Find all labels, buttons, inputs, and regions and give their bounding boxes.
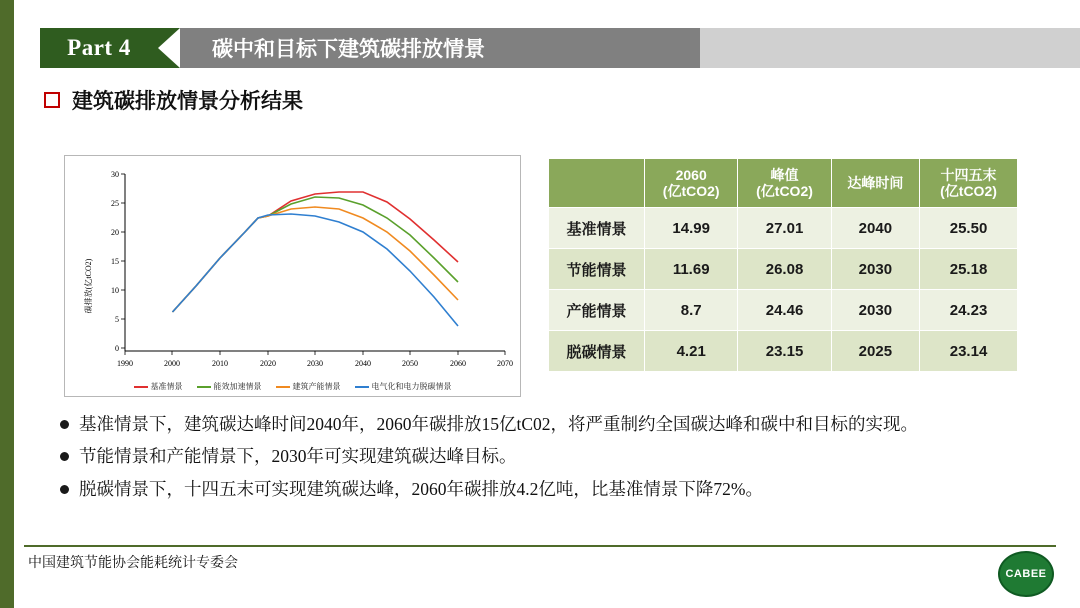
scenario-results-table	[548, 158, 1018, 372]
svg-text:1990: 1990	[117, 359, 133, 368]
slide-header	[40, 28, 1040, 68]
table-header-row	[549, 159, 1018, 208]
cabee-logo-icon	[998, 551, 1054, 597]
logo-text: CABEE	[1005, 568, 1047, 580]
svg-text:2070: 2070	[497, 359, 513, 368]
square-bullet-icon	[44, 92, 60, 108]
section-heading	[44, 85, 303, 115]
svg-text:20: 20	[111, 228, 119, 237]
cell-2060: 14.99	[645, 208, 738, 249]
carbon-emission-chart	[64, 155, 521, 397]
row-label: 产能情景	[549, 290, 645, 331]
round-bullet-icon	[60, 420, 69, 429]
header-title: 碳中和目标下建筑碳排放情景	[180, 28, 700, 68]
header-tail-bar	[700, 28, 1080, 68]
cell-2060: 11.69	[645, 249, 738, 290]
table-row	[549, 290, 1018, 331]
legend-item: 能效加速情景	[197, 381, 262, 392]
svg-text:2050: 2050	[402, 359, 418, 368]
col-header-peak-year: 达峰时间	[831, 159, 919, 208]
section-title: 建筑碳排放情景分析结果	[72, 89, 303, 113]
cell-peak: 23.15	[738, 331, 831, 372]
legend-item: 基准情景	[134, 381, 183, 392]
cell-peak-year: 2040	[831, 208, 919, 249]
legend-item: 电气化和电力脱碳情景	[355, 381, 452, 392]
cell-peak: 26.08	[738, 249, 831, 290]
round-bullet-icon	[60, 485, 69, 494]
row-label: 节能情景	[549, 249, 645, 290]
svg-text:2020: 2020	[260, 359, 276, 368]
bullet-item	[60, 412, 1040, 437]
svg-text:2000: 2000	[164, 359, 180, 368]
header-part-label: Part 4	[40, 28, 158, 68]
footer-divider	[24, 545, 1056, 547]
bullet-text: 基准情景下，建筑碳达峰时间2040年，2060年碳排放15亿tC02，将严重制约全国碳达峰和碳中和目标的实现。	[79, 414, 919, 434]
svg-text:2030: 2030	[307, 359, 323, 368]
left-accent-bar	[0, 0, 14, 608]
col-header-peak: 峰值 (亿tCO2)	[738, 159, 831, 208]
svg-text:15: 15	[111, 257, 119, 266]
svg-text:2010: 2010	[212, 359, 228, 368]
table-row	[549, 331, 1018, 372]
svg-text:0: 0	[115, 344, 119, 353]
table-row	[549, 208, 1018, 249]
cell-peak: 24.46	[738, 290, 831, 331]
cell-145: 25.18	[920, 249, 1018, 290]
svg-text:碳排放(亿tCO2): 碳排放(亿tCO2)	[84, 258, 93, 314]
cell-peak: 27.01	[738, 208, 831, 249]
table-row	[549, 249, 1018, 290]
cell-2060: 8.7	[645, 290, 738, 331]
chart-svg	[65, 156, 520, 396]
bullet-item	[60, 477, 1040, 502]
round-bullet-icon	[60, 452, 69, 461]
bullet-text: 脱碳情景下，十四五末可实现建筑碳达峰，2060年碳排放4.2亿吨，比基准情景下降72%。	[79, 478, 763, 499]
conclusion-bullets	[60, 412, 1040, 509]
legend-item: 建筑产能情景	[276, 381, 341, 392]
svg-text:10: 10	[111, 286, 119, 295]
col-header-145: 十四五末 (亿tCO2)	[920, 159, 1018, 208]
row-label: 基准情景	[549, 208, 645, 249]
cell-145: 24.23	[920, 290, 1018, 331]
svg-text:5: 5	[115, 315, 119, 324]
cell-peak-year: 2030	[831, 249, 919, 290]
svg-text:2060: 2060	[450, 359, 466, 368]
bullet-item	[60, 444, 1040, 469]
cell-peak-year: 2030	[831, 290, 919, 331]
svg-text:25: 25	[111, 199, 119, 208]
svg-text:2040: 2040	[355, 359, 371, 368]
cell-145: 23.14	[920, 331, 1018, 372]
footer-organization: 中国建筑节能协会能耗统计专委会	[28, 556, 238, 571]
cell-2060: 4.21	[645, 331, 738, 372]
cell-145: 25.50	[920, 208, 1018, 249]
chart-legend	[65, 381, 520, 392]
col-header-blank	[549, 159, 645, 208]
bullet-text: 节能情景和产能情景下，2030年可实现建筑碳达峰目标。	[79, 446, 517, 467]
svg-text:30: 30	[111, 170, 119, 179]
header-arrow-icon	[158, 28, 180, 68]
col-header-2060: 2060 (亿tCO2)	[645, 159, 738, 208]
row-label: 脱碳情景	[549, 331, 645, 372]
cell-peak-year: 2025	[831, 331, 919, 372]
